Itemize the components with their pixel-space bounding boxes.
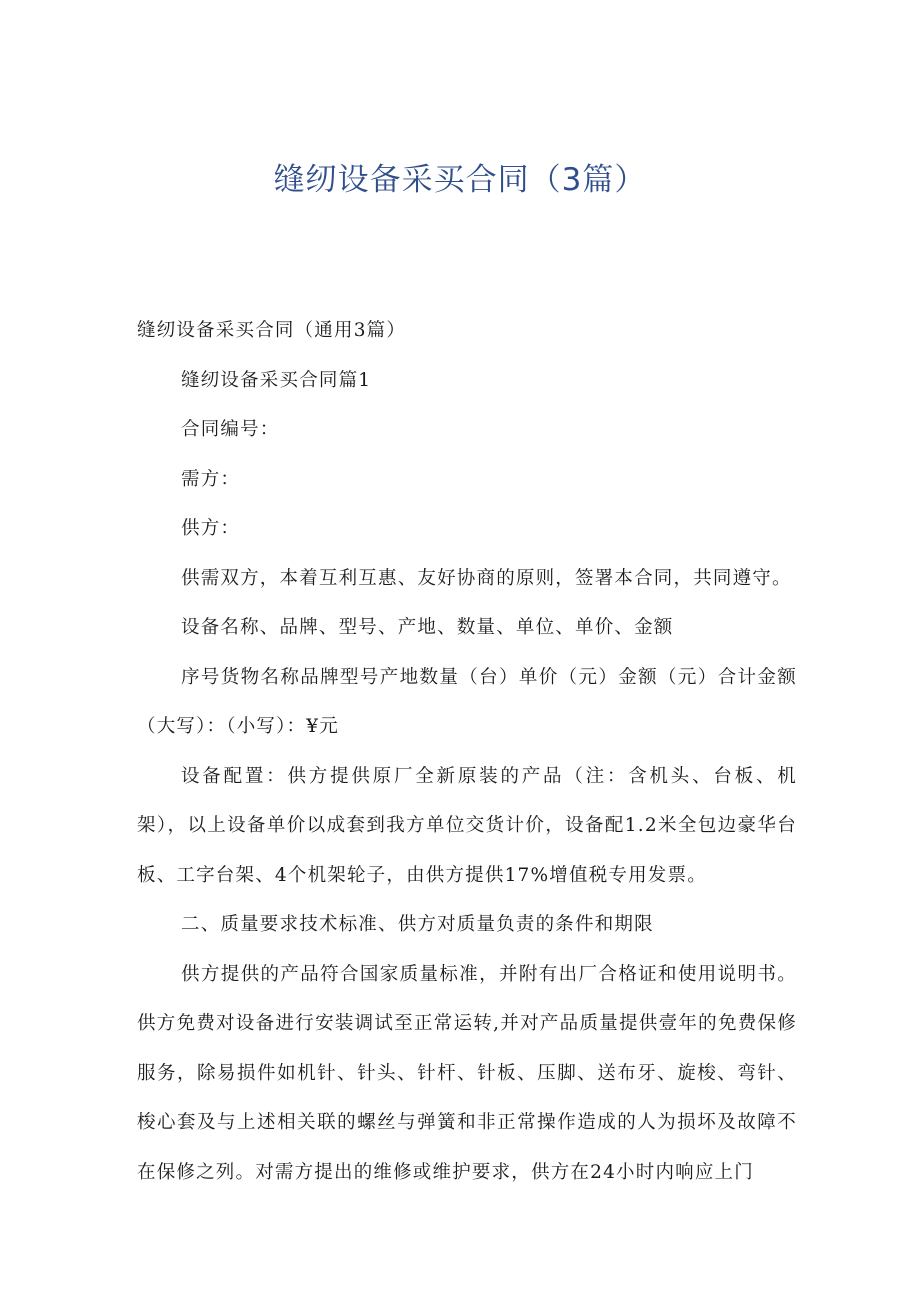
paragraph: 设备配置：供方提供原厂全新原装的产品（注：含机头、台板、机架），以上设备单价以成套到我方单位交货计价，设备配1.2米全包边豪华台板、工字台架、4个机架轮子，由供方提供17%增值税专用发票。 <box>137 765 797 886</box>
document-title: 缝纫设备采买合同（3篇） <box>273 162 647 198</box>
paragraph: 需方： <box>181 468 241 490</box>
paragraph: 序号货物名称品牌型号产地数量（台）单价（元）金额（元）合计金额（大写）：（小写）：¥元 <box>137 666 797 737</box>
paragraph: 缝纫设备采买合同（通用3篇） <box>137 320 407 341</box>
paragraph: 供方： <box>181 518 241 539</box>
document-body <box>137 306 797 1197</box>
paragraph: 设备名称、品牌、型号、产地、数量、单位、单价、金额 <box>181 617 674 638</box>
paragraph: 合同编号： <box>181 419 280 440</box>
paragraph: 二、质量要求技术标准、供方对质量负责的条件和期限 <box>181 914 654 935</box>
paragraph: 缝纫设备采买合同篇1 <box>181 369 372 391</box>
paragraph: 供需双方，本着互利互惠、友好协商的原则，签署本合同，共同遵守。 <box>181 567 792 589</box>
paragraph: 供方提供的产品符合国家质量标准，并附有出厂合格证和使用说明书。供方免费对设备进行安装调试至正常运转,并对产品质量提供壹年的免费保修服务，除易损件如机针、针头、针杆、针板、压脚、送布牙、旋梭、弯针、梭心套及与上述相关联的螺丝与弹簧和非正常操作造成的人为损坏及故障不在保修之列。对需方提出的维修或维护要求，供方在24小时内响应上门 <box>137 963 797 1183</box>
